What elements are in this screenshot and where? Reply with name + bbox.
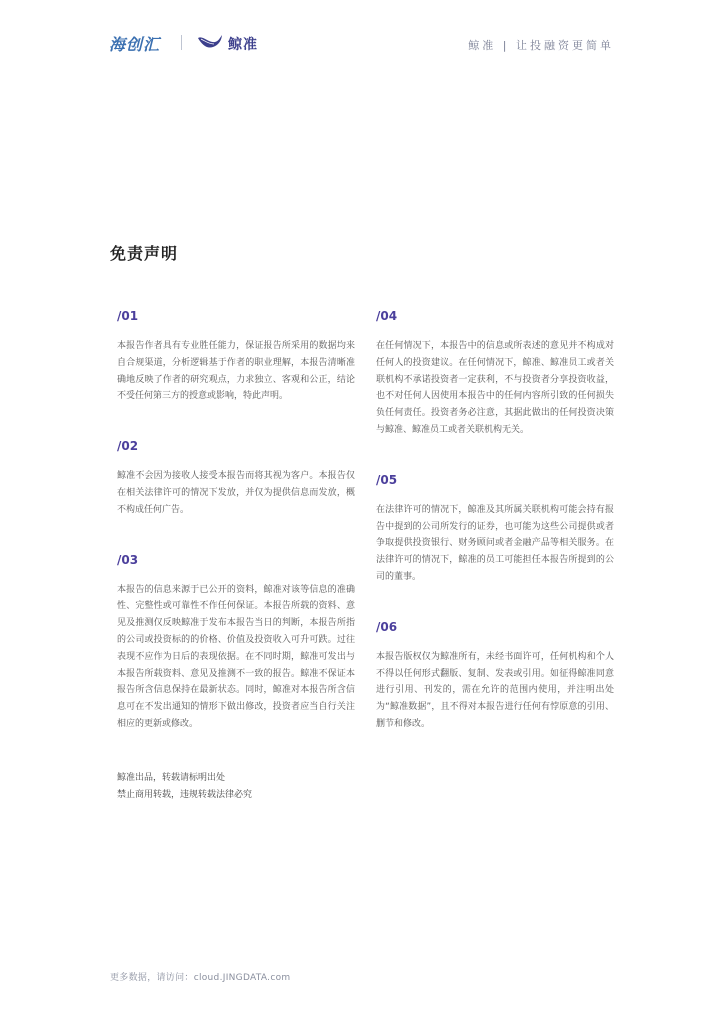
- source-line-2: 禁止商用转载，违规转载法律必究: [117, 789, 253, 800]
- section-text: 本报告的信息来源于已公开的资料，鲸准对该等信息的准确性、完整性或可靠性不作任何保证。本报告所载的资料、意见及推测仅反映鲸准于发布本报告当日的判断，本报告所指的公司或投资标的的价格、价值及投资收入可升可跌。过往表现不应作为日后的表现依据。在不同时期，鲸准可发出与本报告所载资料、意见及推测不一致的报告。鲸准不保证本报告所含信息保持在最新状态。同时，鲸准对本报告所含信息可在不发出通知的情形下做出修改，投资者应当自行关注相应的更新或修改。: [117, 584, 355, 729]
- left-column: [117, 308, 355, 766]
- disclaimer-section-04: [376, 308, 614, 439]
- haichuanghui-logo: 海创汇: [109, 35, 161, 54]
- section-text: 在任何情况下，本报告中的信息或所表述的意见并不构成对任何人的投资建议。在任何情况下，鲸准、鲸准员工或者关联机构不承诺投资者一定获利，不与投资者分享投资收益，也不对任何人因使用本报告中的任何内容所引致的任何损失负任何责任。投资者务必注意，其据此做出的任何投资决策与鲸准、鲸准员工或者关联机构无关。: [376, 341, 614, 435]
- section-text: 本报告版权仅为鲸准所有，未经书面许可，任何机构和个人不得以任何形式翻版、复制、发表或引用。如征得鲸准同意进行引用、刊发的，需在允许的范围内使用，并注明出处为“鲸准数据”，且不得对本报告进行任何有悖原意的引用、删节和修改。: [376, 651, 614, 729]
- disclaimer-section-01: [117, 308, 355, 405]
- page-header: [0, 0, 724, 70]
- disclaimer-section-05: [376, 472, 614, 586]
- whale-icon: [197, 33, 223, 51]
- section-text: 本报告作者具有专业胜任能力，保证报告所采用的数据均来自合规渠道，分析逻辑基于作者的职业理解，本报告清晰准确地反映了作者的研究观点，力求独立、客观和公正，结论不受任何第三方的授意或影响，特此声明。: [117, 341, 355, 402]
- jingzhun-logo-text: 鲸准: [228, 37, 258, 53]
- section-number: /04: [376, 309, 398, 323]
- section-number: /05: [376, 472, 398, 487]
- disclaimer-section-06: [376, 619, 614, 733]
- source-note: [117, 770, 252, 803]
- footer-link-text: 更多数据，请访问：cloud.JINGDATA.com: [110, 973, 291, 983]
- disclaimer-section-03: [117, 552, 355, 733]
- section-number: /02: [117, 439, 139, 454]
- section-text: 鲸准不会因为接收人接受本报告而将其视为客户。本报告仅在相关法律许可的情况下发放，并仅为提供信息而发放，概不构成任何广告。: [117, 471, 355, 515]
- section-number: /01: [117, 309, 139, 323]
- disclaimer-section-02: [117, 438, 355, 518]
- section-number: /03: [117, 552, 139, 567]
- page-title: 免责声明: [110, 244, 179, 263]
- section-number: /06: [376, 619, 398, 634]
- header-slogan: 鲸准 | 让投融资更简单: [468, 39, 614, 52]
- logo-divider: [181, 35, 182, 50]
- source-line-1: 鲸准出品，转载请标明出处: [117, 773, 226, 783]
- section-text: 在法律许可的情况下，鲸准及其所属关联机构可能会持有报告中提到的公司所发行的证券，也可能为这些公司提供或者争取提供投资银行、财务顾问或者金融产品等相关服务。在法律许可的情况下，鲸准的员工可能担任本报告所提到的公司的董事。: [376, 504, 614, 582]
- right-column: [376, 308, 614, 766]
